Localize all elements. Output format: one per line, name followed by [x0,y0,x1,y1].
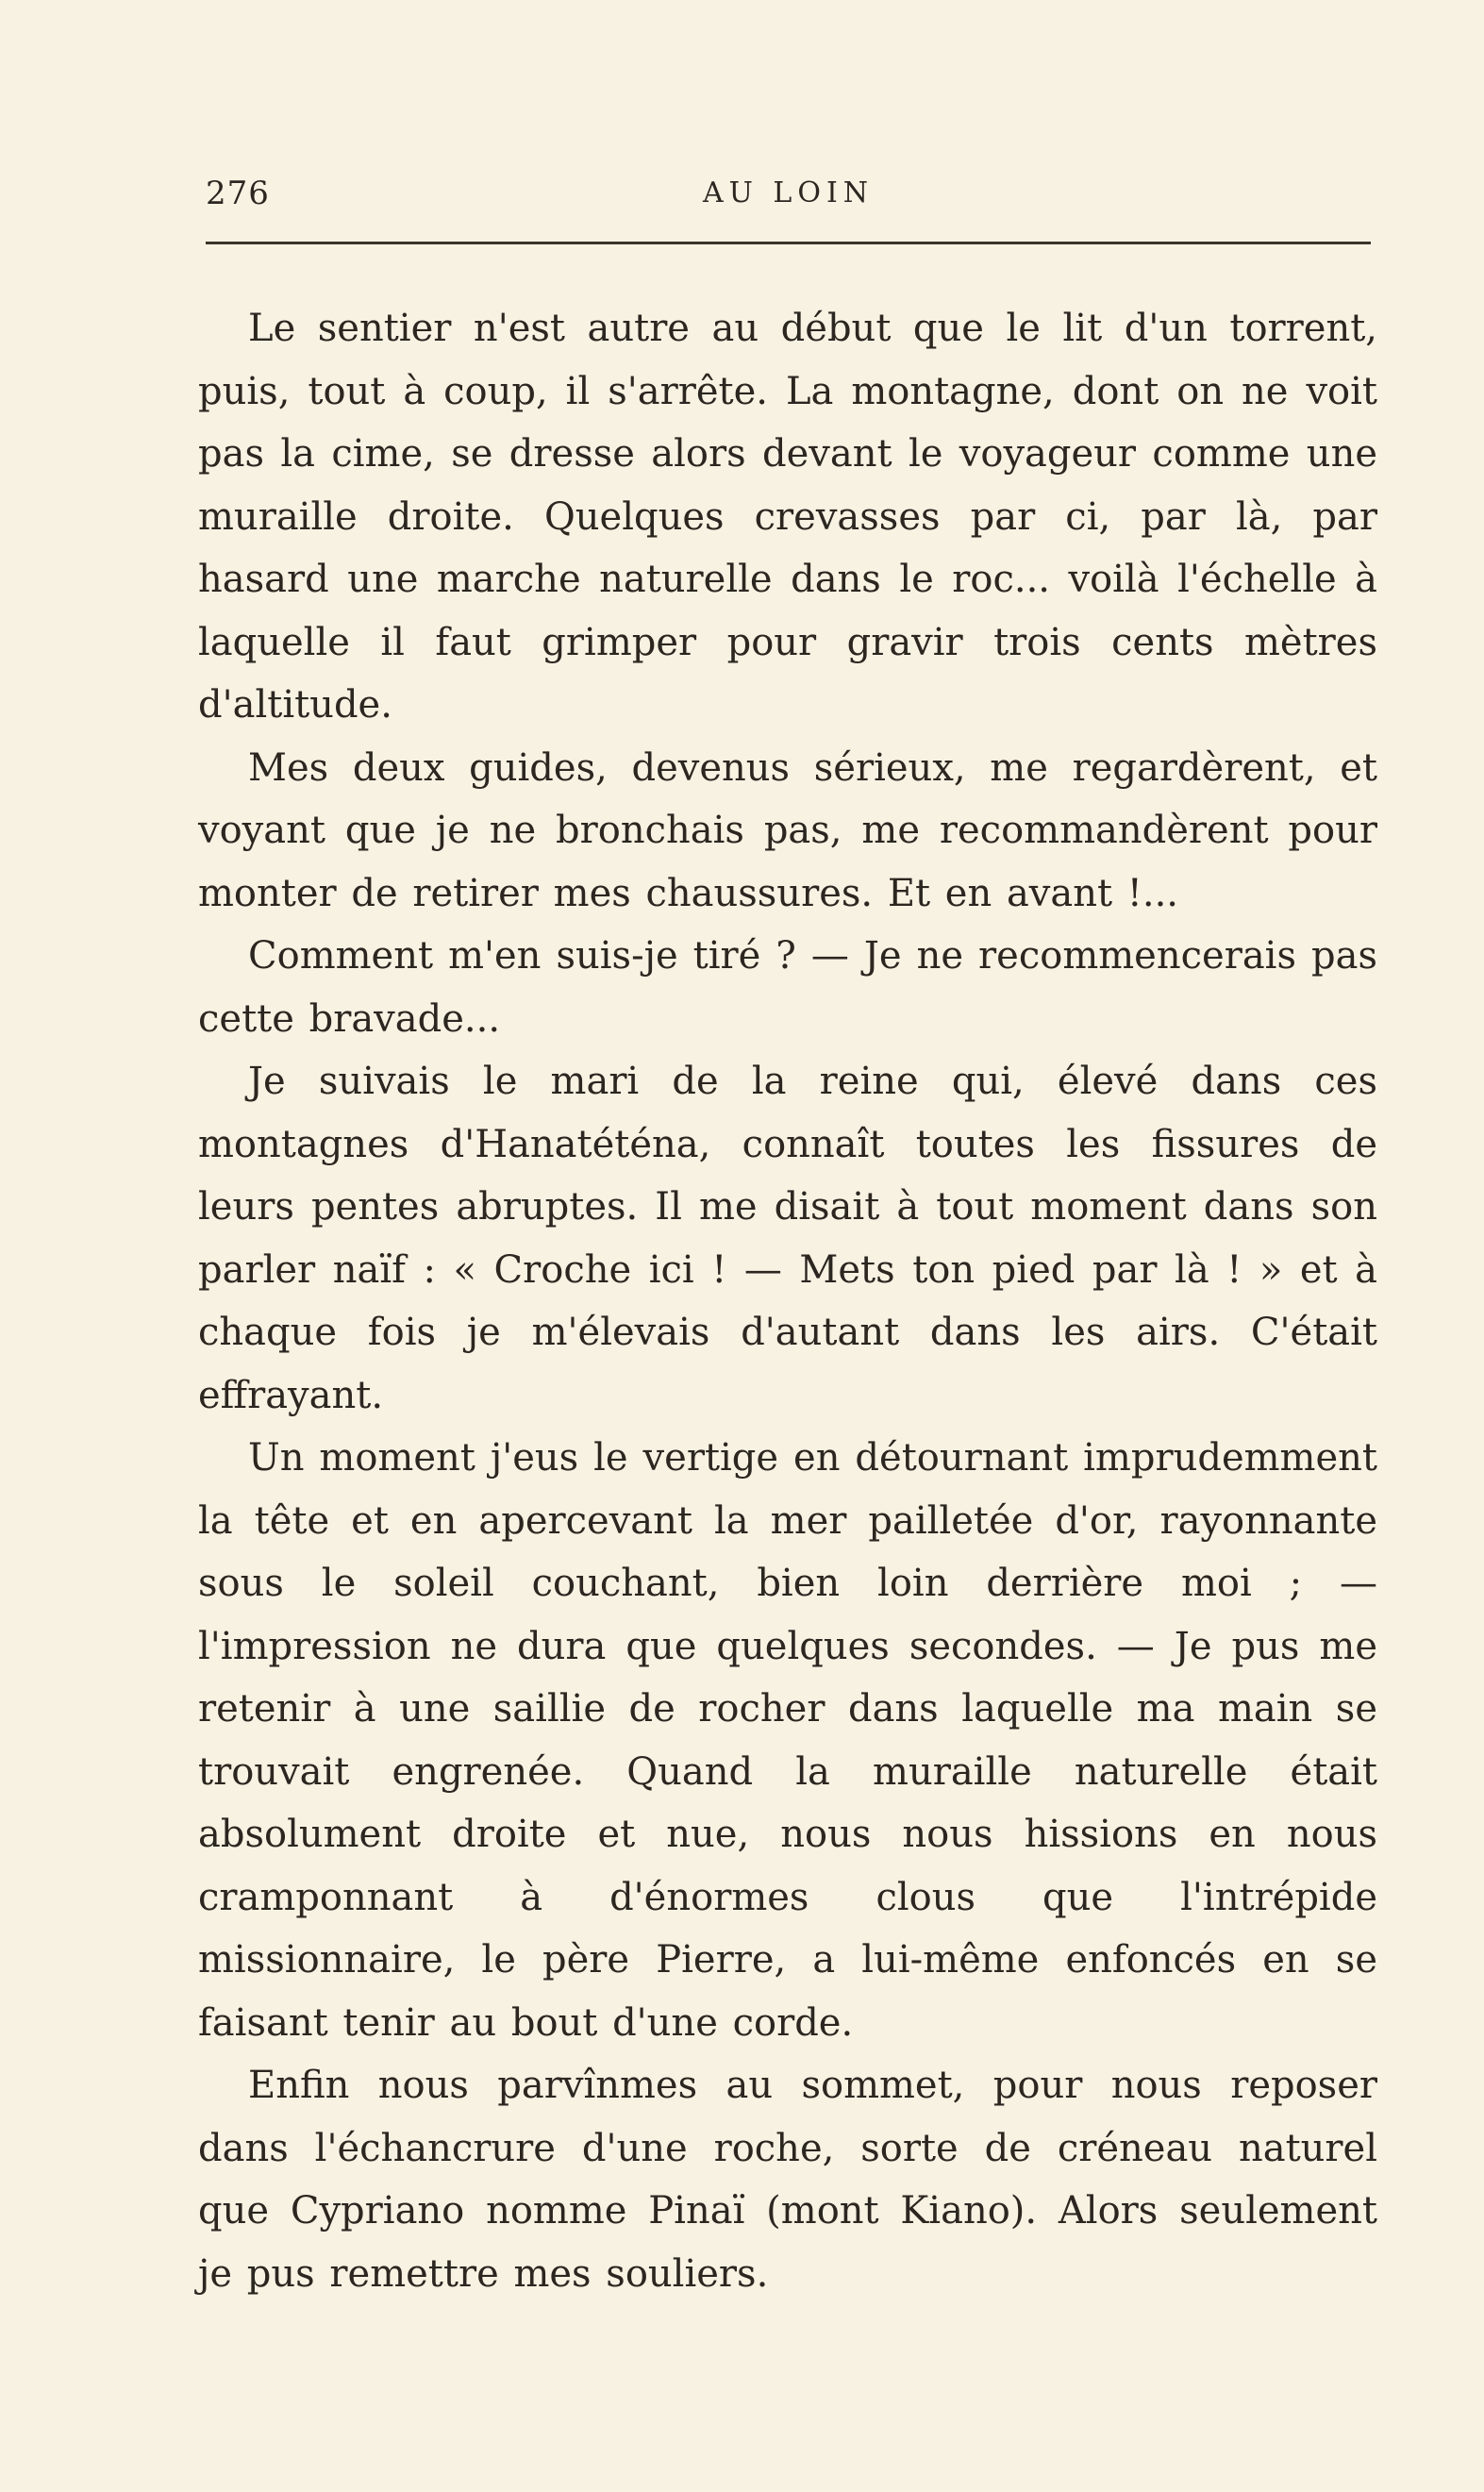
page-number: 276 [206,175,270,212]
page-header [206,175,1371,231]
running-head: AU LOIN [702,176,875,209]
body-text [198,297,1377,2305]
paragraph: Je suivais le mari de la reine qui, élevé dans ces montagnes d'Hanatéténa, connaît toutes les fissures de leurs pentes abruptes. Il me disait à tout moment dans son parler naïf : « Croche ici ! — Mets ton pied par là ! » et à chaque fois je m'élevais d'autant dans les airs. C'était effrayant. [198,1060,1377,1417]
paragraph: Enfin nous parvînmes au sommet, pour nous reposer dans l'échancrure d'une roche, sorte de créneau naturel que Cypriano nomme Pinaï (mont Kiano). Alors seulement je pus remettre mes souliers. [198,2064,1377,2296]
header-rule [206,242,1371,244]
paragraph: Un moment j'eus le vertige en détournant imprudemment la tête et en apercevant la mer pailletée d'or, rayonnante sous le soleil couchant, bien loin derrière moi ; — l'impression ne dura que quelques secondes. — Je pus me retenir à une saillie de rocher dans laquelle ma main se trouvait engrenée. Quand la muraille naturelle était absolument droite et nue, nous nous hissions en nous cramponnant à d'énormes clous que l'intrépide missionnaire, le père Pierre, a lui-même enfoncés en se faisant tenir au bout d'une corde. [198,1436,1377,2045]
paragraph: Comment m'en suis-je tiré ? — Je ne recommencerais pas cette bravade... [198,934,1377,1041]
paragraph: Le sentier n'est autre au début que le lit d'un torrent, puis, tout à coup, il s'arrête. La montagne, dont on ne voit pas la cime, se dresse alors devant le voyageur comme une muraille droite. Quelques crevasses par ci, par là, par hasard une marche naturelle dans le roc... voilà l'échelle à laquelle il faut grimper pour gravir trois cents mètres d'altitude. [198,307,1377,727]
paragraph: Mes deux guides, devenus sérieux, me regardèrent, et voyant que je ne bronchais pas, me recommandèrent pour monter de retirer mes chaussures. Et en avant !... [198,745,1377,915]
